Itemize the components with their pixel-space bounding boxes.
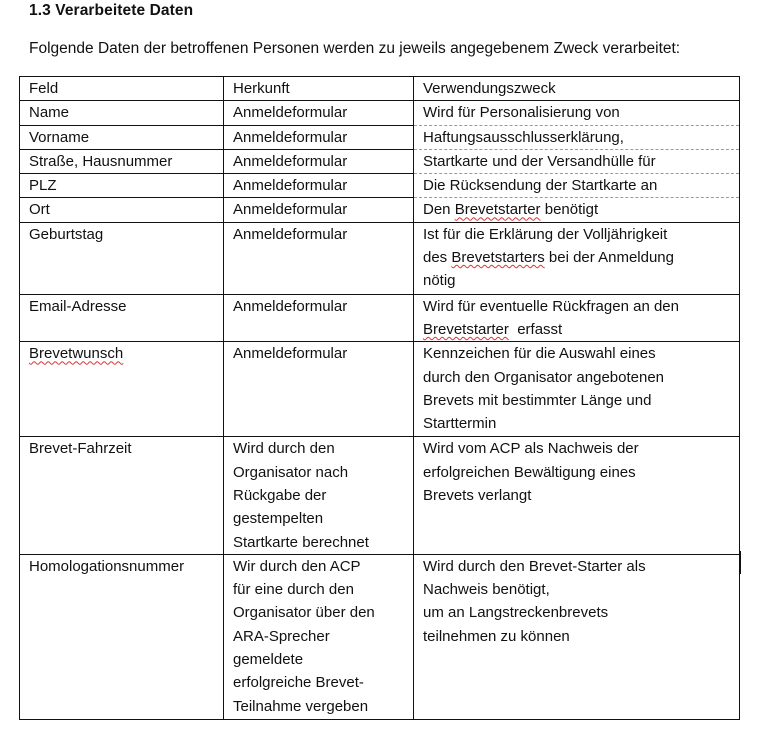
table-row: [20, 222, 740, 294]
table-row: [20, 198, 740, 222]
cell-herkunft: Anmeldeformular: [224, 198, 414, 222]
cell-feld: Homologationsnummer: [20, 554, 224, 719]
cell-zweck: Die Rücksendung der Startkarte an: [414, 174, 740, 198]
cell-herkunft: Anmeldeformular: [224, 101, 414, 125]
cell-herkunft: Anmeldeformular: [224, 125, 414, 149]
cell-herkunft: Anmeldeformular: [224, 222, 414, 294]
cell-feld: [20, 342, 224, 437]
intro-paragraph: Folgende Daten der betroffenen Personen werden zu jeweils angegebenem Zweck verarbeitet:: [29, 40, 681, 57]
cell-feld: PLZ: [20, 174, 224, 198]
cell-zweck: Kennzeichen für die Auswahl eines durch den Organisator angebotenen Brevets mit bestimmter Länge und Starttermin: [414, 342, 740, 437]
cell-zweck: Wird für Personalisierung von: [414, 101, 740, 125]
header-herkunft: Herkunft: [224, 77, 414, 101]
table-row: [20, 174, 740, 198]
cell-zweck: Den Brevetstarter benötigt: [414, 198, 740, 222]
spellcheck-word: Brevetstarters: [451, 249, 545, 267]
cell-feld: Email-Adresse: [20, 294, 224, 342]
cell-zweck: Ist für die Erklärung der Volljährigkeit des Brevetstarters bei der Anmeldung nötig: [414, 222, 740, 294]
cell-zweck: Wird vom ACP als Nachweis der erfolgreichen Bewältigung eines Brevets verlangt: [414, 437, 740, 554]
cell-feld: Vorname: [20, 125, 224, 149]
cell-herkunft: Wir durch den ACP für eine durch den Organisator über den ARA-Sprecher gemeldete erfolgreiche Brevet- Teilnahme vergeben: [224, 554, 414, 719]
spellcheck-word: Brevetstarter: [423, 321, 509, 339]
spellcheck-word: Brevetwunsch: [29, 345, 124, 363]
cell-herkunft: Anmeldeformular: [224, 342, 414, 437]
spellcheck-word: Brevetstarter: [454, 201, 541, 219]
cell-feld: Name: [20, 101, 224, 125]
cell-feld: Brevet-Fahrzeit: [20, 437, 224, 554]
table-row: [20, 294, 740, 342]
cell-feld: Straße, Hausnummer: [20, 149, 224, 173]
table-header-row: [20, 77, 740, 101]
cell-feld: Geburtstag: [20, 222, 224, 294]
cell-zweck: Wird durch den Brevet-Starter als Nachweis benötigt, um an Langstreckenbrevets teilnehmen zu können: [414, 554, 740, 719]
header-feld: Feld: [20, 77, 224, 101]
table-row: [20, 342, 740, 437]
cell-herkunft: Anmeldeformular: [224, 294, 414, 342]
table-row: [20, 437, 740, 554]
cell-herkunft: Anmeldeformular: [224, 149, 414, 173]
cell-zweck: Startkarte und der Versandhülle für: [414, 149, 740, 173]
table-row: [20, 554, 740, 719]
cell-feld: Ort: [20, 198, 224, 222]
text-cursor: [739, 551, 741, 574]
cell-herkunft: Wird durch den Organisator nach Rückgabe der gestempelten Startkarte berechnet: [224, 437, 414, 554]
table-row: [20, 149, 740, 173]
data-table: [19, 76, 740, 720]
table-row: [20, 101, 740, 125]
header-verwendungszweck: Verwendungszweck: [414, 77, 740, 101]
cell-zweck: Wird für eventuelle Rückfragen an den Brevetstarter erfasst: [414, 294, 740, 342]
table-row: [20, 125, 740, 149]
cell-herkunft: Anmeldeformular: [224, 174, 414, 198]
cell-zweck: Haftungsausschlusserklärung,: [414, 125, 740, 149]
section-heading: 1.3 Verarbeitete Daten: [29, 2, 194, 19]
